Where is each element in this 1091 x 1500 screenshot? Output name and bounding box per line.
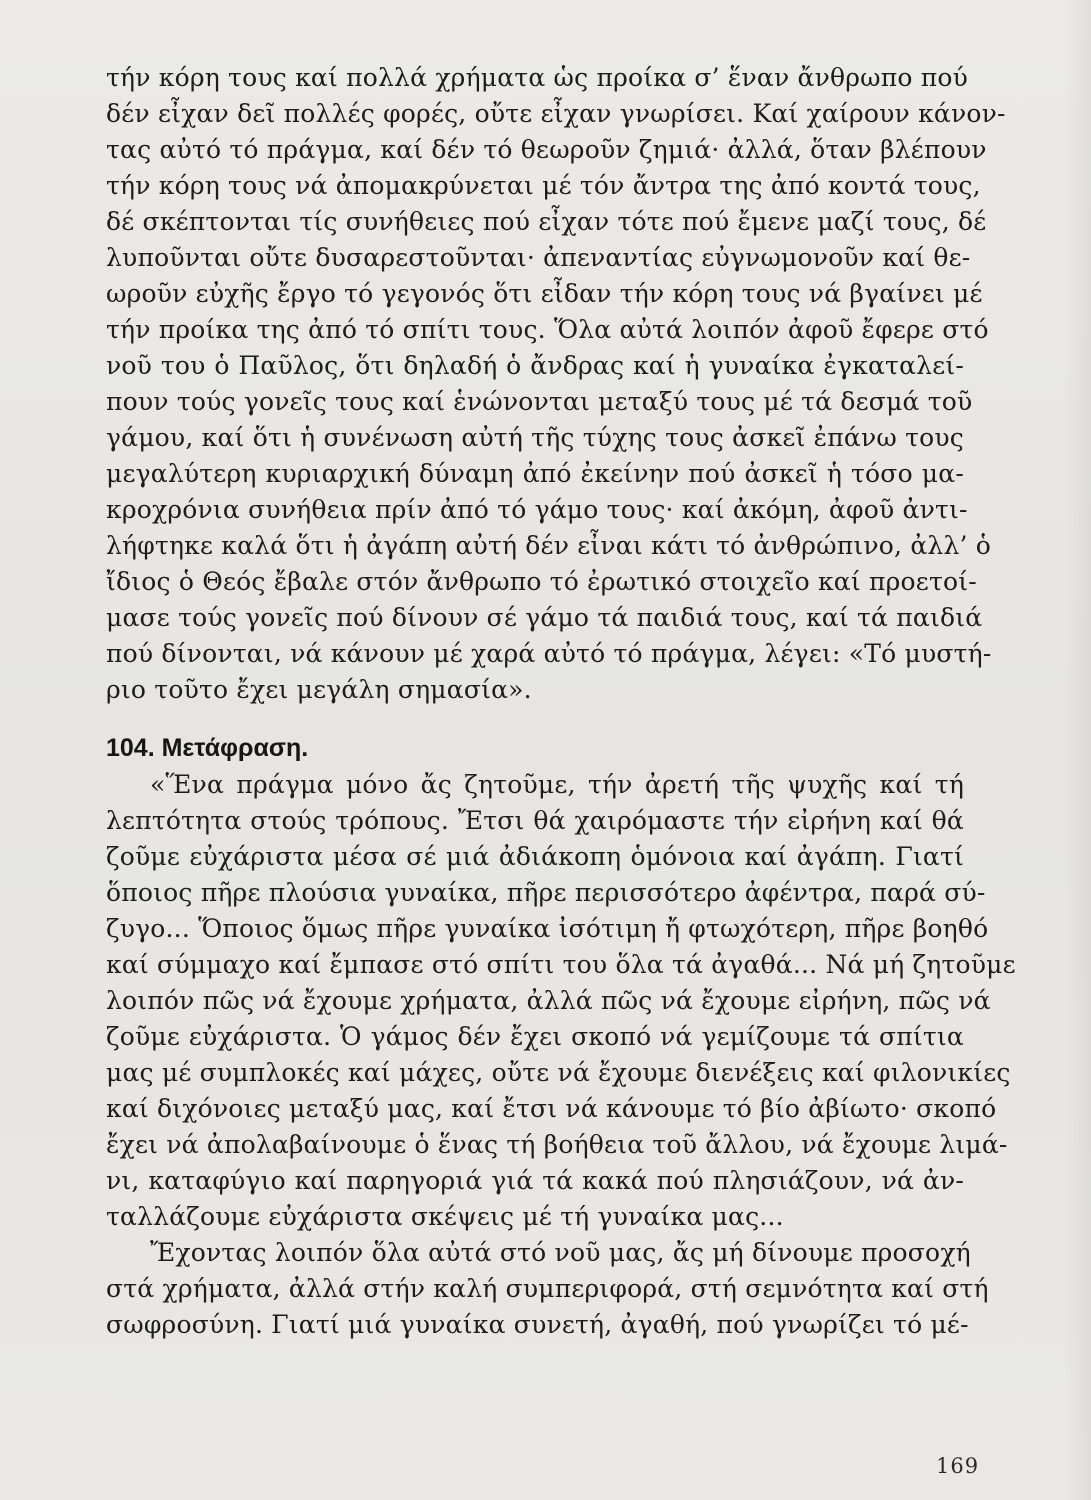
text-line: κροχρόνια συνήθεια πρίν ἀπό τό γάμο τους· καί ἀκόμη, ἀφοῦ ἀντι- — [106, 495, 968, 524]
text-line: ζοῦμε εὐχάριστα. Ὁ γάμος δέν ἔχει σκοπό νά γεμίζουμε τά σπίτια — [106, 1022, 964, 1051]
text-line: νοῦ του ὁ Παῦλος, ὅτι δηλαδή ὁ ἄνδρας καί ἡ γυναίκα ἐγκαταλεί- — [106, 351, 964, 380]
text-line: ταλλάζουμε εὐχάριστα σκέψεις μέ τή γυναίκα μας... — [106, 1202, 784, 1231]
paragraph-continuation — [106, 60, 1006, 708]
text-line: τήν κόρη τους νά ἀπομακρύνεται μέ τόν ἄντρα της ἀπό κοντά τους, — [106, 171, 981, 200]
text-line: τήν προίκα της ἀπό τό σπίτι τους. Ὅλα αὐτά λοιπόν ἀφοῦ ἔφερε στό — [106, 315, 989, 344]
text-line: ριο τοῦτο ἔχει μεγάλη σημασία». — [106, 675, 532, 704]
text-line: σωφροσύνη. Γιατί μιά γυναίκα συνετή, ἀγαθή, πού γνωρίζει τό μέ- — [106, 1310, 969, 1339]
text-line: λυποῦνται οὔτε δυσαρεστοῦνται· ἀπεναντίας εὐγνωμονοῦν καί θε- — [106, 243, 971, 272]
text-line: δέ σκέπτονται τίς συνήθειες πού εἶχαν τότε πού ἔμενε μαζί τους, δέ — [106, 207, 987, 236]
text-line: ὅποιος πῆρε πλούσια γυναίκα, πῆρε περισσότερο ἀφέντρα, παρά σύ- — [106, 878, 986, 907]
page-number: 169 — [936, 1454, 980, 1478]
text-line: στά χρήματα, ἀλλά στήν καλή συμπεριφορά, στή σεμνότητα καί στή — [106, 1274, 989, 1303]
section-heading: 104. Μετάφραση. — [106, 734, 309, 762]
text-line: τας αὐτό τό πράγμα, καί δέν τό θεωροῦν ζημιά· ἀλλά, ὅταν βλέπουν — [106, 135, 987, 164]
text-line: λοιπόν πῶς νά ἔχουμε χρήματα, ἀλλά πῶς νά ἔχουμε εἰρήνη, πῶς νά — [106, 986, 991, 1015]
text-line: ἔχει νά ἀπολαβαίνουμε ὁ ἕνας τή βοήθεια τοῦ ἄλλου, νά ἔχουμε λιμά- — [106, 1130, 1008, 1159]
text-line: γάμου, καί ὅτι ἡ συνένωση αὐτή τῆς τύχης τους ἀσκεῖ ἐπάνω τους — [106, 423, 964, 452]
text-line: καί σύμμαχο καί ἔμπασε στό σπίτι του ὅλα τά ἀγαθά... Νά μή ζητοῦμε — [106, 950, 1016, 979]
text-line: Ἔχοντας λοιπόν ὅλα αὐτά στό νοῦ μας, ἄς μή δίνουμε προσοχή — [150, 1238, 971, 1267]
text-line: νι, καταφύγιο καί παρηγοριά γιά τά κακά πού πλησιάζουν, νά ἀν- — [106, 1166, 964, 1195]
text-line: πού δίνονται, νά κάνουν μέ χαρά αὐτό τό πράγμα, λέγει: «Τό μυστή- — [106, 639, 992, 668]
text-line: ζοῦμε εὐχάριστα μέσα σέ μιά ἀδιάκοπη ὁμόνοια καί ἀγάπη. Γιατί — [106, 842, 964, 871]
text-line: ωροῦν εὐχῆς ἔργο τό γεγονός ὅτι εἶδαν τήν κόρη τους νά βγαίνει μέ — [106, 279, 983, 308]
text-line: καί διχόνοιες μεταξύ μας, καί ἔτσι νά κάνουμε τό βίο ἀβίωτο· σκοπό — [106, 1094, 997, 1123]
text-line: μας μέ συμπλοκές καί μάχες, οὔτε νά ἔχουμε διενέξεις καί φιλονικίες — [106, 1058, 1011, 1087]
text-line: «Ἕνα πράγμα μόνο ἄς ζητοῦμε, τήν ἀρετή τῆς ψυχῆς καί τή — [150, 770, 964, 799]
translation-paragraph — [106, 767, 1016, 1343]
text-line: δέν εἶχαν δεῖ πολλές φορές, οὔτε εἶχαν γνωρίσει. Καί χαίρουν κάνον- — [106, 99, 1006, 128]
text-line: λεπτότητα στούς τρόπους. Ἔτσι θά χαιρόμαστε τήν εἰρήνη καί θά — [106, 806, 964, 835]
text-line: μασε τούς γονεῖς πού δίνουν σέ γάμο τά παιδιά τους, καί τά παιδιά — [106, 603, 983, 632]
text-line: τήν κόρη τους καί πολλά χρήματα ὡς προίκα σ’ ἕναν ἄνθρωπο πού — [106, 63, 969, 92]
text-line: ζυγο... Ὅποιος ὅμως πῆρε γυναίκα ἰσότιμη ἤ φτωχότερη, πῆρε βοηθό — [106, 914, 989, 943]
text-line: πουν τούς γονεῖς τους καί ἑνώνονται μεταξύ τους μέ τά δεσμά τοῦ — [106, 387, 973, 416]
text-line: μεγαλύτερη κυριαρχική δύναμη ἀπό ἐκείνην πού ἀσκεῖ ἡ τόσο μα- — [106, 459, 964, 488]
page-edge-shadow — [1065, 0, 1091, 1500]
text-line: λήφτηκε καλά ὅτι ἡ ἀγάπη αὐτή δέν εἶναι κάτι τό ἀνθρώπινο, ἀλλ’ ὁ — [106, 531, 992, 560]
text-line: ἴδιος ὁ Θεός ἔβαλε στόν ἄνθρωπο τό ἐρωτικό στοιχεῖο καί προετοί- — [106, 567, 977, 596]
